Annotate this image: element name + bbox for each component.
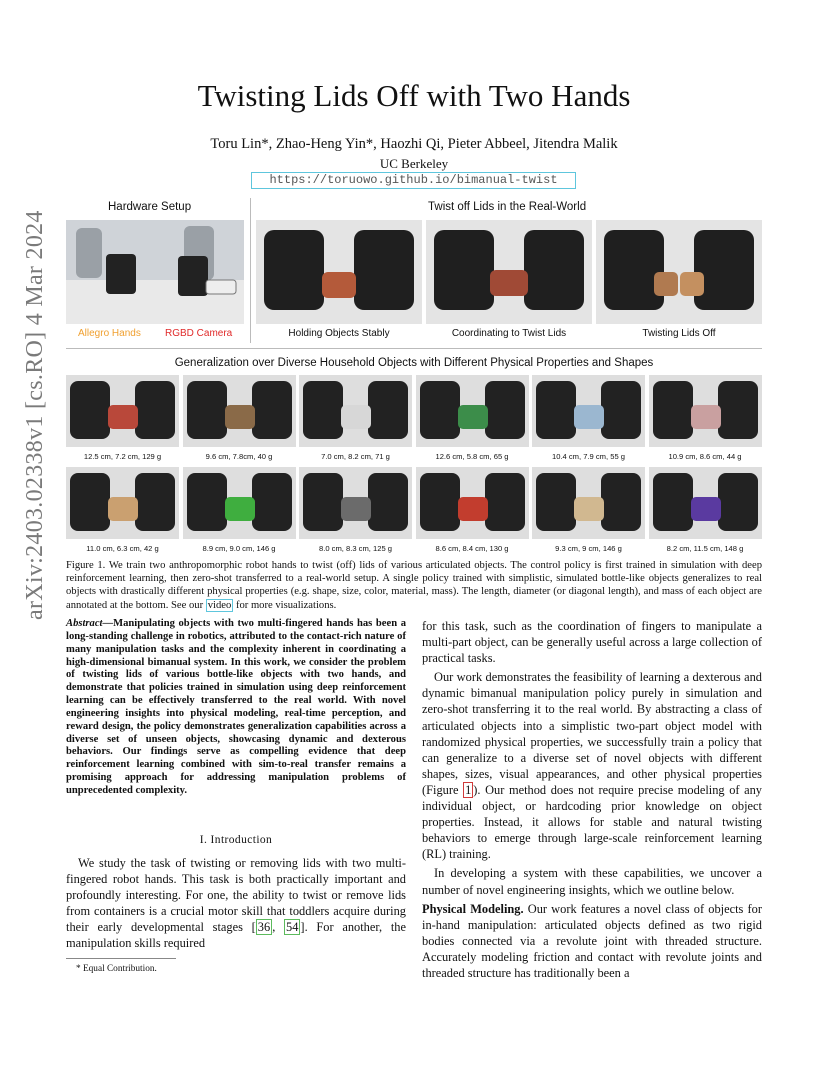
object-thumbnail [416,467,529,539]
physical-modeling-heading: Physical Modeling. [422,901,524,916]
paper-title: Twisting Lids Off with Two Hands [197,78,631,113]
object-thumbnail [183,375,296,447]
stage-image-holding [256,220,422,324]
hardware-setup-image [66,220,244,324]
stage-caption-twisting-off: Twisting Lids Off [642,328,716,339]
object-measurement-label: 9.6 cm, 7.8cm, 40 g [205,452,273,461]
intro-text-tail: . For another, the manipulation skills required [66,920,406,951]
project-url-link[interactable]: https://toruowo.github.io/bimanual-twist [251,172,576,189]
figure-caption [66,559,762,612]
abstract [66,618,406,798]
object-thumbnail [532,467,645,539]
object-measurement-label: 8.6 cm, 8.4 cm, 130 g [435,544,509,553]
object-thumbnail [649,375,762,447]
caption-text: Figure 1. We train two anthropomorphic robot hands to twist (off) lids of various articulated objects. The control policy is first trained in simulation with deep reinforcement learning, then zero-shot transferred to a real-world setup. A single policy trained with simplistic, simulated bottle-like objects generalizes to real objects with drastically different physical properties (e.g. shape, size, color, material, mass). The length, diameter (or diagonal length), and mass of each object are annotated at the bottom. See our [66,560,762,611]
object-thumbnail [66,375,179,447]
footnote: * Equal Contribution. [76,964,157,974]
right-paragraph-1 [422,669,762,862]
right-paragraph-0: for this task, such as the coordination of fingers to manipulate a multi-part object, can be generally useful across a large collection of practical tasks. [422,619,762,666]
author-list: Toru Lin*, Zhao-Heng Yin*, Haozhi Qi, Pieter Abbeel, Jitendra Malik [210,136,618,152]
object-measurement-label: 7.0 cm, 8.2 cm, 71 g [321,452,390,461]
citation-54[interactable]: 54 [286,920,299,935]
right-p3-text: Our work features a novel class of objects for in-hand manipulation: articulated objects defined as two rigid bodies connected via a revolute joint with threaded structure. Accurately modeling friction and contact with revolute joints and threaded structure has traditionally been a [422,901,762,980]
object-measurement-label: 10.4 cm, 7.9 cm, 55 g [551,452,626,461]
object-measurement-label: 10.9 cm, 8.6 cm, 44 g [668,452,742,461]
affiliation: UC Berkeley [379,156,449,171]
right-paragraph-2: In developing a system with these capabilities, we uncover a number of novel engineering insights, which we outline below. [422,866,762,897]
video-link[interactable]: video [207,599,232,611]
figure-divider [250,198,251,343]
right-p1-tail: ). Our method does not require precise modeling of any individual object, or hardcoding prior knowledge on object properties. Instead, it allows for stable and natural twisting behaviors to emerge through large-scale reinforcement learning (RL) training. [422,782,762,862]
right-p1-text: Our work demonstrates the feasibility of learning a dexterous and dynamic bimanual manipulation policy purely in simulation and zero-shot transferring it to the real world. By abstracting a class of articulated objects into a simplistic two-part object model with randomized physical properties, we successfully train a policy that can generalize to a diverse set of novel objects with different shapes, sizes, visual appearances, and other physical properties (Figure [422,670,762,797]
figure-1-reference[interactable]: 1 [465,782,472,797]
real-world-title: Twist off Lids in the Real-World [428,201,587,213]
arxiv-identifier: arXiv:2403.02338v1 [cs.RO] 4 Mar 2024 [22,210,48,620]
object-measurement-label: 8.2 cm, 11.5 cm, 148 g [666,544,744,553]
citation-36[interactable]: 36 [257,920,271,935]
object-measurement-label: 8.0 cm, 8.3 cm, 125 g [318,544,393,553]
right-paragraph-3 [422,901,762,981]
allegro-hands-label: Allegro Hands [78,328,141,339]
abstract-text: —Manipulating objects with two multi-fingered hands has been a long-standing challenge in robotics, attributed to the contact-rich nature of many manipulation tasks and the complexity inherent in coordinating a high-dimensional bimanual system. In this work, we consider the problem of twisting lids of various bottle-like objects with two hands, and demonstrate that policies trained in simulation using deep reinforcement learning can be effectively transferred to the real world. With novel engineering insights into physical modeling, real-time perception, and reward design, the policy demonstrates generalization capabilities across a diverse set of unseen objects, showcasing dynamic and dexterous behaviors. Our findings serve as compelling evidence that deep reinforcement learning combined with sim-to-real transfer remains a promising approach for addressing manipulation problems of unprecedented complexity. [66,618,406,796]
object-measurement-label: 12.6 cm, 5.8 cm, 65 g [435,452,509,461]
right-column [422,618,762,984]
abstract-label: Abstract [66,618,103,629]
object-thumbnail [416,375,529,447]
intro-text: We study the task of twisting or removing lids with two multi-fingered robot hands. This task is both practically important and profoundly interesting. For one, the ability to twist or remove lids from containers is a crucial motor skill that toddlers acquire during their early developmental stages [66,856,406,935]
object-thumbnail [532,375,645,447]
object-measurement-label: 9.3 cm, 9 cm, 146 g [555,544,622,553]
object-measurement-label: 12.5 cm, 7.2 cm, 129 g [83,452,162,461]
intro-paragraph: We study the task of twisting or removing lids with two multi-fingered robot hands. This task is both practically important and profoundly interesting. For one, the ability to twist or remove lids from containers is a crucial motor skill that toddlers acquire during their early developmental stages [ 36 , 54 ]. For another, the manipulation skills required [66,856,406,951]
object-thumbnail [649,467,762,539]
object-thumbnail [299,375,412,447]
hardware-setup-title: Hardware Setup [108,201,192,213]
object-thumbnail [66,467,179,539]
stage-image-twisting-off [596,220,762,324]
footnote-rule [66,958,176,959]
object-measurement-label: 11.0 cm, 6.3 cm, 42 g [86,544,159,553]
stage-image-coordinating [426,220,592,324]
section-heading-introduction: I. Introduction [199,834,273,846]
generalization-title: Generalization over Diverse Household Objects with Different Physical Properties and Shapes [174,357,654,369]
stage-caption-holding: Holding Objects Stably [288,328,390,339]
caption-tail: for more visualizations. [233,599,337,611]
object-thumbnail [299,467,412,539]
object-thumbnail [183,467,296,539]
stage-caption-coordinating: Coordinating to Twist Lids [451,328,567,339]
object-measurement-label: 8.9 cm, 9.0 cm, 146 g [202,544,276,553]
rgbd-camera-label: RGBD Camera [165,328,233,339]
figure-separator [66,348,762,349]
